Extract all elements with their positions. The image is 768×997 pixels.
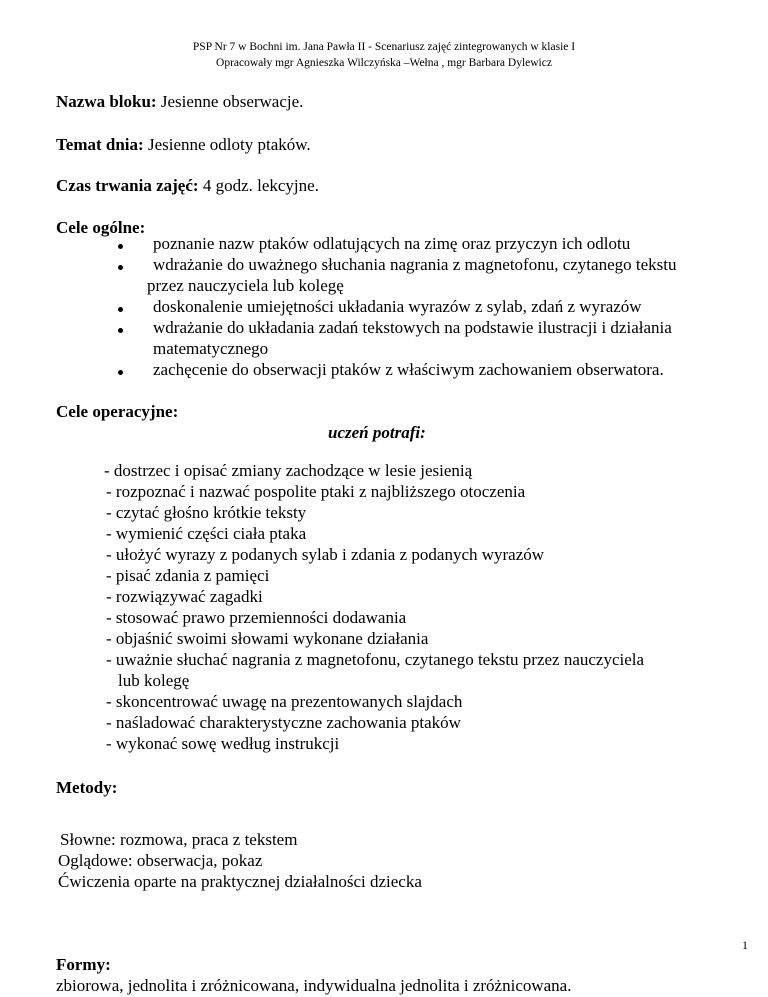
page-header xyxy=(0,39,768,71)
operational-goals-subheading: uczeń potrafi: xyxy=(328,423,426,442)
methods-heading: Metody: xyxy=(56,778,118,797)
general-goal-1: poznanie nazw ptaków odlatujących na zimę oraz przyczyn ich odlotu xyxy=(153,234,631,253)
block-value: Jesienne obserwacje. xyxy=(156,92,304,111)
duration-value: 4 godz. lekcyjne. xyxy=(198,176,319,195)
header-line-1: PSP Nr 7 w Bochni im. Jana Pawła II - Scenariusz zajęć zintegrowanych w klasie I xyxy=(192,41,576,53)
operational-goal: - rozpoznać i nazwać pospolite ptaki z najbliższego otoczenia xyxy=(106,482,526,501)
forms-text: zbiorowa, jednolita i zróżnicowana, indywidualna jednolita i zróżnicowana. xyxy=(56,976,572,995)
operational-goal: - stosować prawo przemienności dodawania xyxy=(106,608,407,627)
general-goal-5: zachęcenie do obserwacji ptaków z właściwym zachowaniem obserwatora. xyxy=(153,360,664,379)
operational-goal: - objaśnić swoimi słowami wykonane działania xyxy=(106,629,429,648)
operational-goal: - naśladować charakterystyczne zachowania ptaków xyxy=(106,713,461,732)
method-item: Słowne: rozmowa, praca z tekstem xyxy=(60,830,298,849)
topic xyxy=(56,134,311,156)
topic-label: Temat dnia: xyxy=(56,135,144,154)
bullet-icon xyxy=(118,244,123,249)
general-goal-4-line-2: matematycznego xyxy=(153,339,269,358)
block-name xyxy=(56,91,303,113)
topic-value: Jesienne odloty ptaków. xyxy=(143,135,311,154)
general-goal-2-line-1: wdrażanie do uważnego słuchania nagrania z magnetofonu, czytanego tekstu xyxy=(153,255,677,274)
operational-goal: - dostrzec i opisać zmiany zachodzące w lesie jesienią xyxy=(104,461,473,480)
general-goal-4-line-1: wdrażanie do układania zadań tekstowych na podstawie ilustracji i działania xyxy=(153,318,672,337)
operational-goal: - pisać zdania z pamięci xyxy=(106,566,270,585)
bullet-icon xyxy=(118,328,123,333)
operational-goal: - uważnie słuchać nagrania z magnetofonu, czytanego tekstu przez nauczyciela xyxy=(106,650,645,669)
duration xyxy=(56,175,319,197)
forms-heading: Formy: xyxy=(56,955,111,974)
operational-goal: - wykonać sowę według instrukcji xyxy=(106,734,340,753)
operational-goal: - skoncentrować uwagę na prezentowanych slajdach xyxy=(106,692,463,711)
operational-goals-heading: Cele operacyjne: xyxy=(56,402,179,421)
bullet-icon xyxy=(118,370,123,375)
method-item: Ćwiczenia oparte na praktycznej działalności dziecka xyxy=(58,872,422,891)
operational-goal: - rozwiązywać zagadki xyxy=(106,587,263,606)
bullet-icon xyxy=(118,265,123,270)
block-label: Nazwa bloku: xyxy=(56,92,157,111)
general-goal-2-line-2: przez nauczyciela lub kolegę xyxy=(147,276,344,295)
operational-goal: - ułożyć wyrazy z podanych sylab i zdania z podanych wyrazów xyxy=(106,545,545,564)
general-goal-3: doskonalenie umiejętności układania wyrazów z sylab, zdań z wyrazów xyxy=(153,297,642,316)
operational-goal: - wymienić części ciała ptaka xyxy=(106,524,307,543)
operational-goal: - czytać głośno krótkie teksty xyxy=(106,503,307,522)
bullet-icon xyxy=(118,307,123,312)
operational-goal-continuation: lub kolegę xyxy=(118,671,190,690)
page-number: 1 xyxy=(742,938,748,952)
duration-label: Czas trwania zajęć: xyxy=(56,176,199,195)
method-item: Oglądowe: obserwacja, pokaz xyxy=(58,851,263,870)
general-goals-heading: Cele ogólne: xyxy=(56,218,146,237)
header-line-2: Opracowały mgr Agnieszka Wilczyńska –Wełna , mgr Barbara Dylewicz xyxy=(216,57,552,69)
